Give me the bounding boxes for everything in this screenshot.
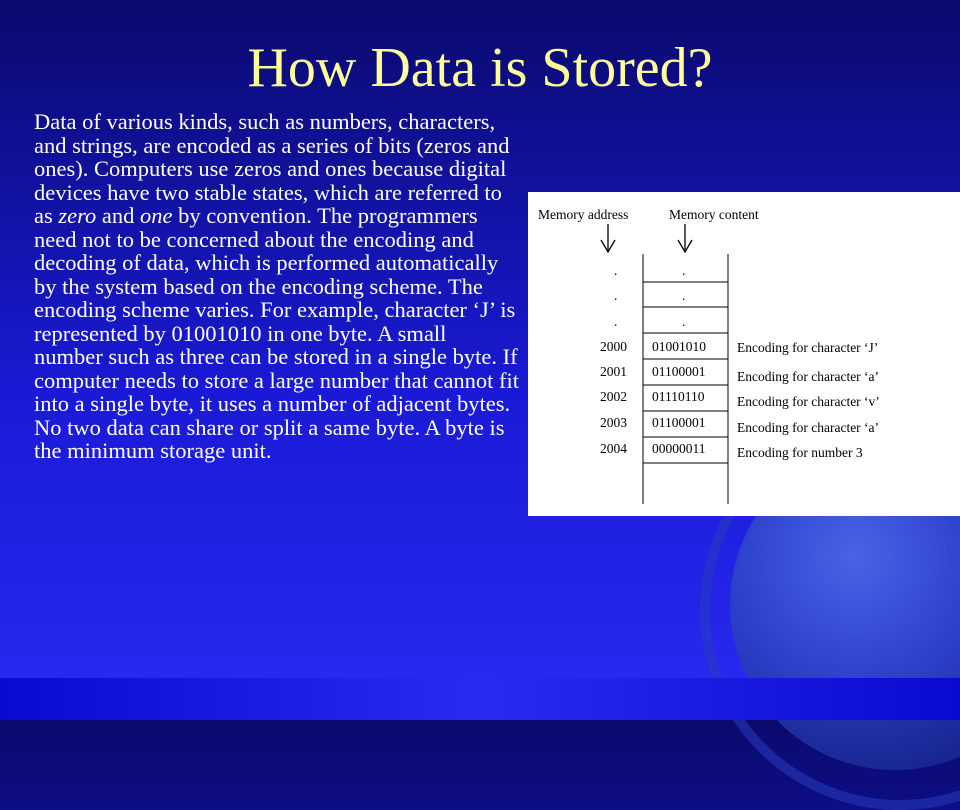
memory-diagram-svg	[528, 192, 960, 516]
body-text-part: and	[96, 203, 141, 228]
address-dot: .	[614, 263, 618, 278]
memory-row	[600, 441, 863, 460]
memory-content: 01001010	[652, 339, 706, 354]
memory-content-header: Memory content	[669, 207, 759, 222]
memory-row	[600, 339, 878, 355]
memory-description: Encoding for character ‘J’	[737, 340, 879, 355]
memory-description: Encoding for character ‘v’	[737, 394, 880, 409]
arrow-down-icon	[601, 224, 615, 252]
memory-address-header: Memory address	[538, 207, 629, 222]
content-dot: .	[682, 314, 686, 329]
footer-band	[0, 678, 960, 720]
address-dot: .	[614, 314, 618, 329]
body-paragraph	[34, 110, 520, 463]
memory-content: 00000011	[652, 441, 706, 456]
body-text-part: by convention. The programmers need not to be concerned about the encoding and decoding of data, which is performed automatically by the system based on the encoding scheme. The encoding scheme varies. For example, character ‘J’ is represented by 01001010 in one byte. A small number such as three can be stored in a single byte. If computer needs to store a large number that cannot fit into a single byte, it uses a number of adjacent bytes. No two data can share or split a same byte. A byte is the minimum storage unit.	[34, 203, 520, 463]
memory-content: 01100001	[652, 364, 706, 379]
memory-diagram	[528, 192, 960, 516]
memory-address: 2003	[600, 415, 627, 430]
body-italic-zero: zero	[58, 203, 97, 228]
memory-content: 01110110	[652, 389, 705, 404]
memory-row	[600, 415, 879, 435]
address-dot: .	[614, 288, 618, 303]
memory-content: 01100001	[652, 415, 706, 430]
memory-description: Encoding for number 3	[737, 445, 863, 460]
memory-address: 2002	[600, 389, 627, 404]
memory-row	[600, 364, 879, 384]
content-dot: .	[682, 288, 686, 303]
slide-title: How Data is Stored?	[247, 37, 713, 99]
memory-row	[600, 389, 880, 409]
memory-address: 2000	[600, 339, 627, 354]
memory-description: Encoding for character ‘a’	[737, 369, 880, 384]
body-italic-one: one	[140, 203, 173, 228]
body-text-part: Data of various kinds, such as numbers, characters, and strings, are encoded as a series of bits (zeros and ones). Computers use zeros and ones because digital devices have two stable states, which are referred to as	[34, 109, 510, 228]
content-dot: .	[682, 263, 686, 278]
memory-address: 2004	[600, 441, 627, 456]
memory-description: Encoding for character ‘a’	[737, 420, 880, 435]
memory-address: 2001	[600, 364, 627, 379]
arrow-down-icon	[678, 224, 692, 252]
